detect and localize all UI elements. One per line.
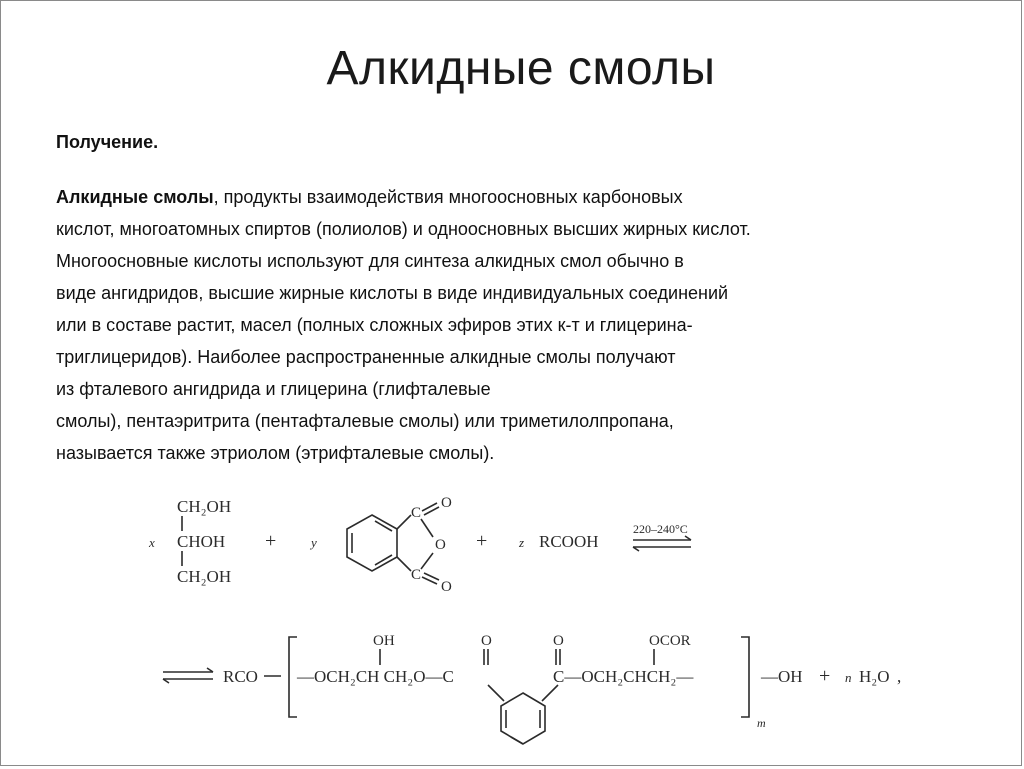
bracket-right [741,637,749,717]
equilibrium-arrow-1 [633,536,691,551]
reaction-conditions: 220–240°C [633,522,688,536]
reaction-scheme [1,481,1024,769]
glycerol-ch2oh-top: CH₂OH [177,497,232,516]
slide-title: Алкидные смолы [326,42,716,95]
plus-sign-3: + [819,665,831,687]
end-hydroxyl: —OH [761,667,803,686]
paragraph-line-3: Многоосновные кислоты используют для синтеза алкидных смол обычно в [56,251,684,271]
body-paragraph [56,181,751,469]
equilibrium-arrow-2 [163,668,213,683]
section-heading: Получение. [56,132,159,152]
phthalate-ring [488,685,558,744]
trailing-comma: , [897,667,902,686]
coef-x: x [149,535,155,550]
plus-sign-1: + [265,530,277,552]
benzene-ring [347,515,397,571]
paragraph-line-8: смолы), пентаэритрита (пентафталевые смолы) или триметилолпропана, [56,411,674,431]
paragraph-line-2: кислот, многоатомных спиртов (полиолов) и одноосновных высших жирных кислот. [56,219,751,239]
paragraph-line-9: называется также этриолом (этрифталевые смолы). [56,443,495,463]
anhydride-c-top: C [411,505,422,521]
coef-n: n [845,670,852,685]
repeat-subscript-m: m [757,716,766,730]
rco-group: RCO [223,667,258,686]
carbonyl-o-1: O [481,633,492,649]
oh-branch: OH [373,633,395,649]
glycerol-choh: CHOH [177,532,226,551]
paragraph-line-6: триглицеридов). Наиболее распространенные алкидные смолы получают [56,347,676,367]
term-bold: Алкидные смолы [56,187,214,207]
coef-y: y [311,535,317,550]
plus-sign-2: + [476,530,488,552]
chain-segment-b: C—OCH₂CHCH₂— [553,667,694,686]
ocor-branch: OCOR [649,633,691,649]
carbonyl-o-2: O [553,633,564,649]
anhydride-o-ring: O [435,537,446,553]
fatty-acid: RCOOH [539,532,599,551]
paragraph-line-1 [56,181,751,213]
water: H₂O [859,667,890,686]
anhydride-o-bottom: O [441,579,452,595]
paragraph-line-7: из фталевого ангидрида и глицерина (глифталевые [56,379,491,399]
glycerol-ch2oh-bottom: CH₂OH [177,567,232,586]
chain-segment-a: —OCH₂CH CH₂O—C [297,667,454,686]
paragraph-line-5: или в составе растит, масел (полных сложных эфиров этих к-т и глицерина- [56,315,693,335]
paragraph-line-4: виде ангидридов, высшие жирные кислоты в виде индивидуальных соединений [56,283,729,303]
coef-z: z [519,535,525,550]
bracket-left [289,637,297,717]
line1-text: , продукты взаимодействия многоосновных карбоновых [213,187,683,207]
anhydride-c-bottom: C [411,567,422,583]
anhydride-o-top: O [441,495,452,511]
phthalic-anhydride [347,495,452,595]
